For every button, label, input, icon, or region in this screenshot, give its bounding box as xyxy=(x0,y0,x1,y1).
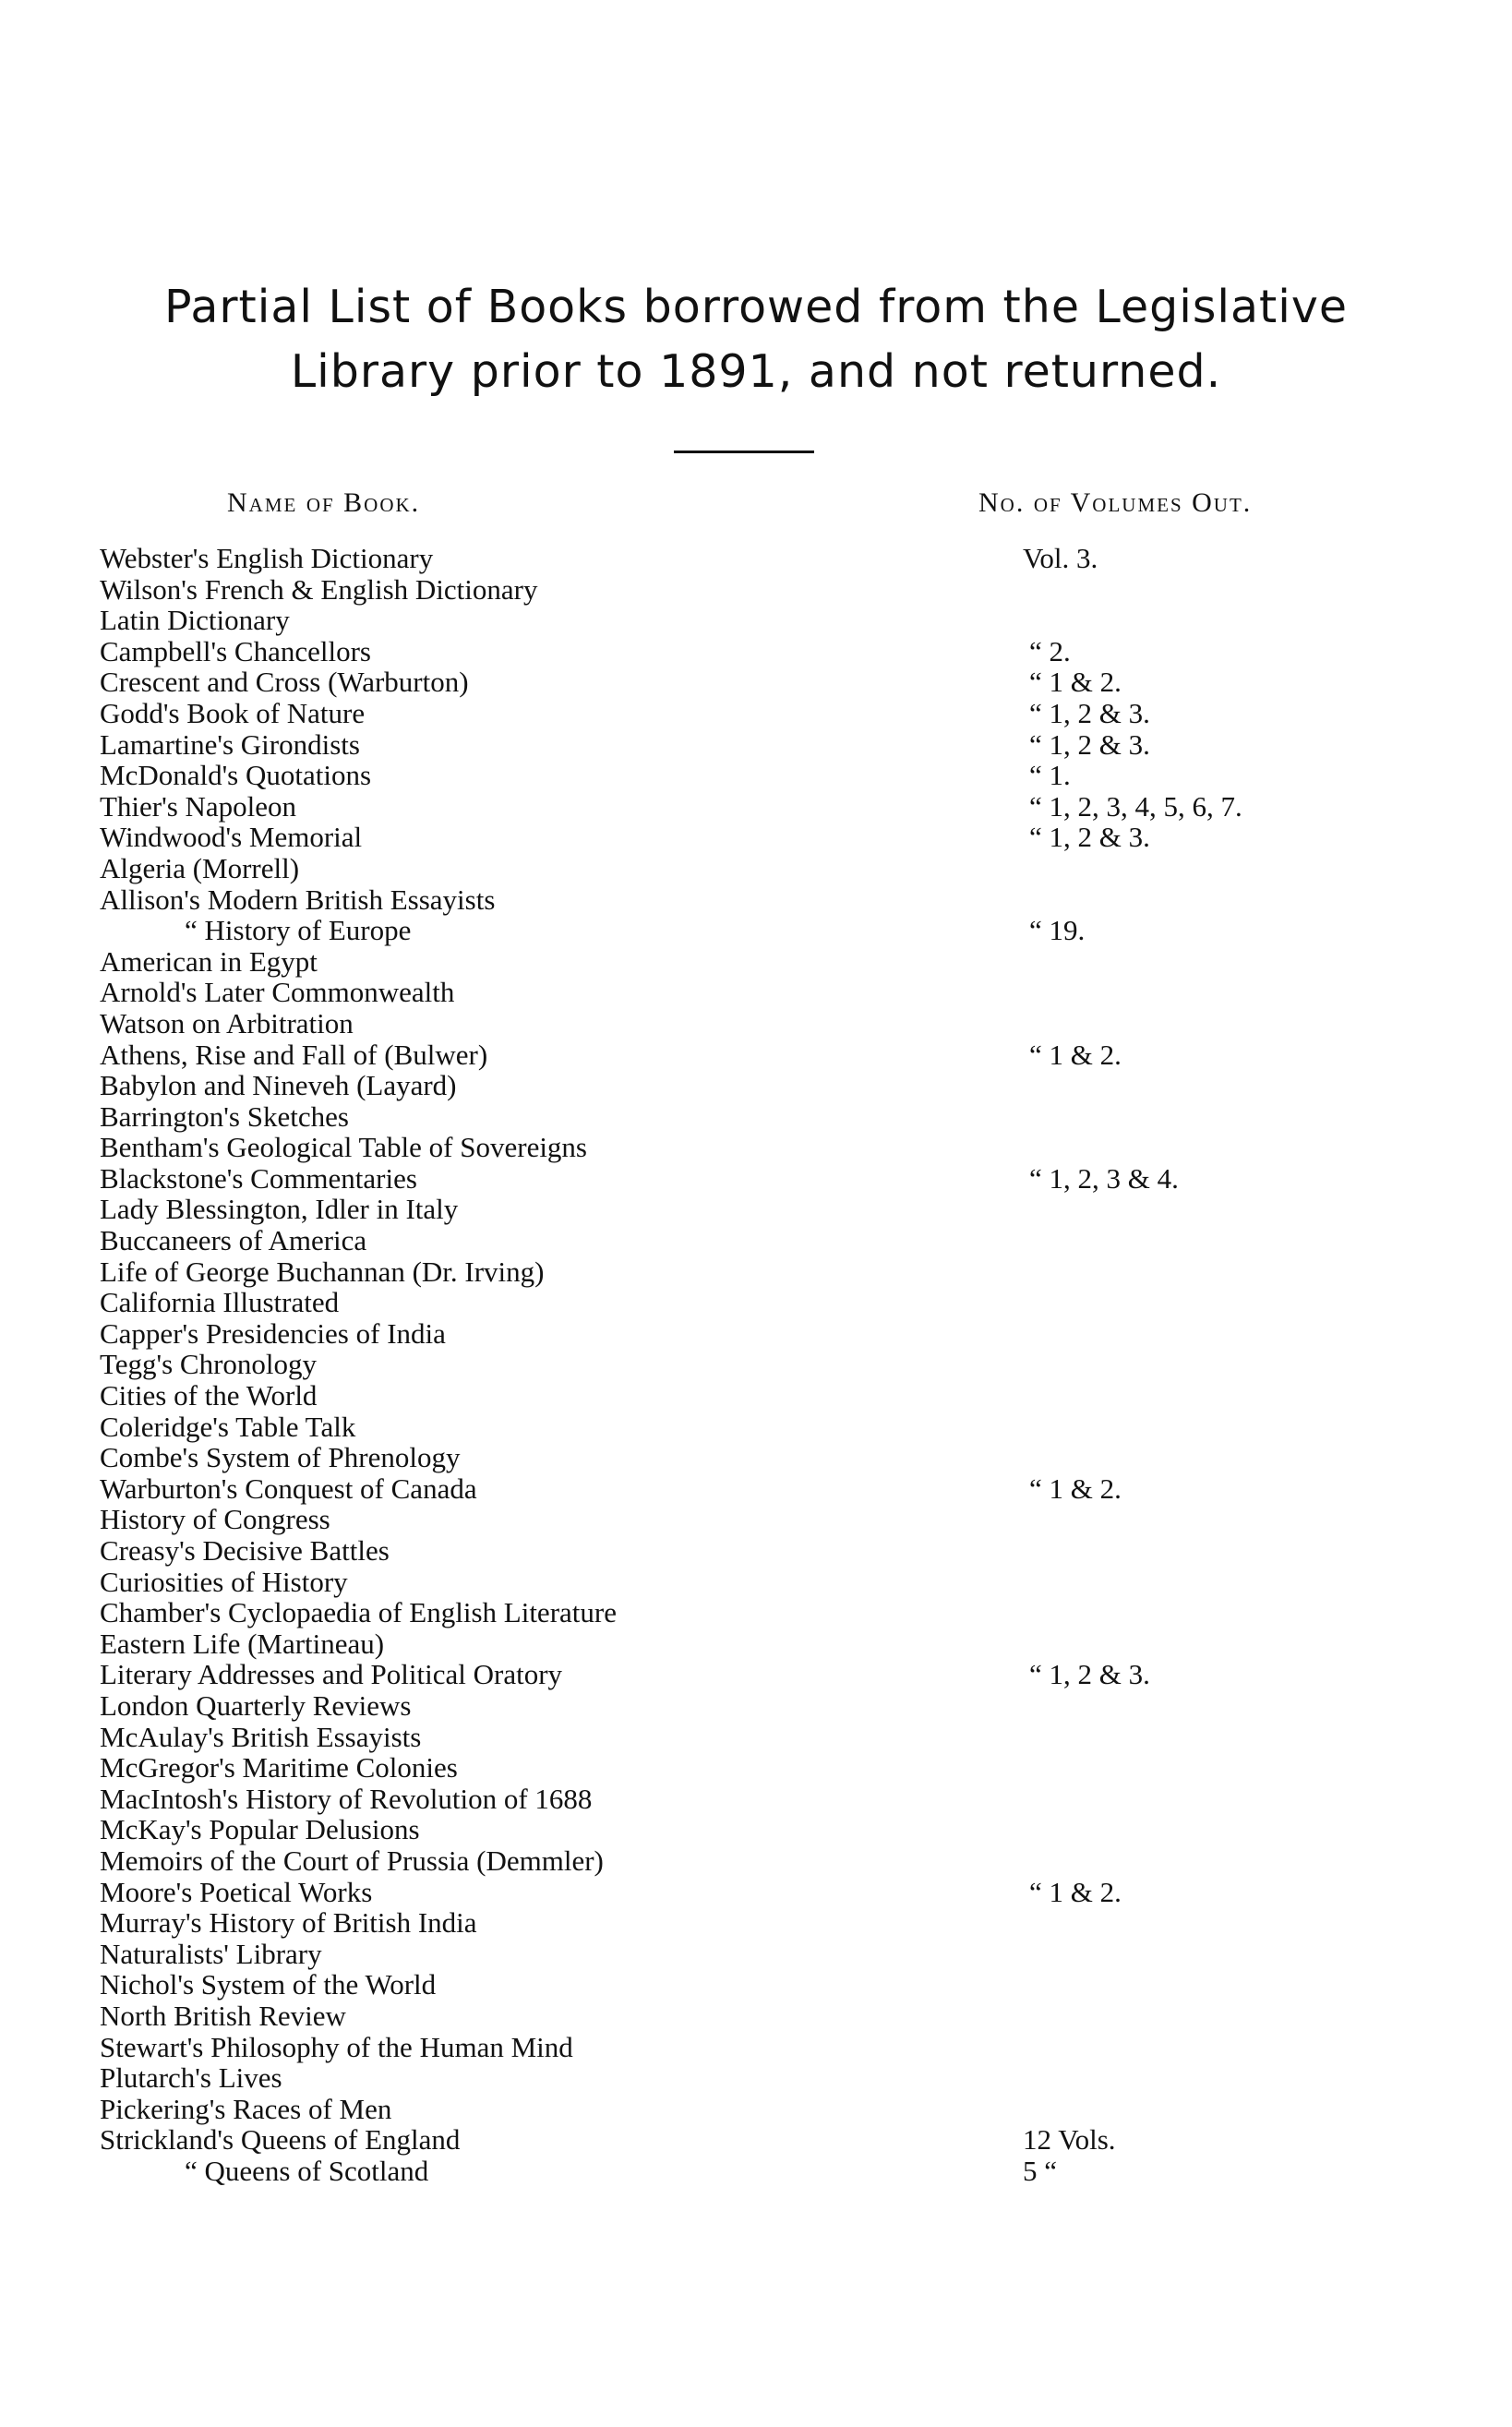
column-header-volumes: No. of Volumes Out. xyxy=(978,487,1253,518)
volumes-out: “ 1 & 2. xyxy=(1029,1875,1122,1908)
book-row xyxy=(0,853,1512,884)
book-row xyxy=(0,1287,1512,1318)
book-title: Watson on Arbitration xyxy=(100,1006,354,1039)
book-title: North British Review xyxy=(100,1999,346,2032)
book-row xyxy=(0,791,1512,823)
book-row xyxy=(0,1194,1512,1225)
book-title: Naturalists' Library xyxy=(100,1937,322,1970)
book-row xyxy=(0,543,1512,574)
book-row xyxy=(0,2124,1512,2156)
book-title: McDonald's Quotations xyxy=(100,759,372,792)
book-row xyxy=(0,698,1512,729)
book-title: Capper's Presidencies of India xyxy=(100,1316,446,1350)
book-title: History of Congress xyxy=(100,1503,330,1536)
book-row xyxy=(0,1814,1512,1845)
book-row xyxy=(0,1535,1512,1567)
book-title: American in Egypt xyxy=(100,944,318,978)
title-line-1: Partial List of Books borrowed from the Legislative xyxy=(163,281,1348,333)
book-row xyxy=(0,946,1512,978)
page-title xyxy=(0,275,1512,404)
volumes-out: “ 1. xyxy=(1029,759,1071,792)
book-title: Wilson's French & English Dictionary xyxy=(100,572,538,606)
book-title: McGregor's Maritime Colonies xyxy=(100,1751,458,1784)
book-row xyxy=(0,1628,1512,1660)
book-title: Barrington's Sketches xyxy=(100,1099,349,1133)
book-title: Pickering's Races of Men xyxy=(100,2092,392,2125)
book-row xyxy=(0,2094,1512,2125)
book-row xyxy=(0,1907,1512,1939)
book-title: Literary Addresses and Political Oratory xyxy=(100,1658,563,1691)
book-title: Strickland's Queens of England xyxy=(100,2123,461,2157)
book-title: Memoirs of the Court of Prussia (Demmler) xyxy=(100,1844,604,1877)
book-row xyxy=(0,1349,1512,1380)
book-row xyxy=(0,1845,1512,1877)
book-row xyxy=(0,729,1512,761)
book-row xyxy=(0,1567,1512,1598)
book-title: Combe's System of Phrenology xyxy=(100,1441,461,1474)
volumes-out: “ 1, 2, 3, 4, 5, 6, 7. xyxy=(1029,789,1242,823)
volumes-out: 5 “ xyxy=(1023,2154,1058,2187)
book-row xyxy=(0,1597,1512,1628)
book-title: Warburton's Conquest of Canada xyxy=(100,1472,477,1505)
volumes-out: “ 1 & 2. xyxy=(1029,666,1122,699)
book-title: Allison's Modern British Essayists xyxy=(100,883,496,916)
book-row xyxy=(0,1969,1512,2000)
volumes-out: “ 2. xyxy=(1029,634,1071,667)
book-row xyxy=(0,1163,1512,1195)
title-line-2: Library prior to 1891, and not returned. xyxy=(290,345,1222,398)
book-title: MacIntosh's History of Revolution of 1688 xyxy=(100,1782,593,1815)
book-title: McKay's Popular Delusions xyxy=(100,1813,420,1846)
book-title: Latin Dictionary xyxy=(100,604,290,637)
book-title: Campbell's Chancellors xyxy=(100,634,372,667)
book-row xyxy=(0,1784,1512,1815)
book-title: Blackstone's Commentaries xyxy=(100,1161,417,1195)
book-title: Arnold's Later Commonwealth xyxy=(100,976,455,1009)
book-row xyxy=(0,605,1512,636)
book-row xyxy=(0,2062,1512,2094)
book-title: Plutarch's Lives xyxy=(100,2061,282,2095)
book-list xyxy=(0,543,1512,2186)
book-title: Babylon and Nineveh (Layard) xyxy=(100,1069,457,1102)
book-title: Nichol's System of the World xyxy=(100,1968,437,2001)
book-title: Life of George Buchannan (Dr. Irving) xyxy=(100,1255,545,1288)
book-title: “ Queens of Scotland xyxy=(185,2154,429,2187)
book-row xyxy=(0,760,1512,791)
book-title: Athens, Rise and Fall of (Bulwer) xyxy=(100,1038,488,1071)
volumes-out: “ 1 & 2. xyxy=(1029,1472,1122,1505)
book-row xyxy=(0,915,1512,946)
book-row xyxy=(0,1473,1512,1505)
book-row xyxy=(0,1939,1512,1970)
volumes-out: 12 Vols. xyxy=(1023,2123,1116,2157)
book-title: Lady Blessington, Idler in Italy xyxy=(100,1193,459,1226)
book-row xyxy=(0,1070,1512,1101)
title-rule xyxy=(674,451,814,453)
book-title: Buccaneers of America xyxy=(100,1224,367,1257)
volumes-out: “ 19. xyxy=(1029,914,1086,947)
book-row xyxy=(0,822,1512,853)
book-title: Stewart's Philosophy of the Human Mind xyxy=(100,2030,573,2063)
book-title: Tegg's Chronology xyxy=(100,1348,318,1381)
book-title: California Illustrated xyxy=(100,1286,340,1319)
book-row xyxy=(0,1380,1512,1412)
book-row xyxy=(0,2000,1512,2032)
book-row xyxy=(0,884,1512,916)
book-row xyxy=(0,1442,1512,1473)
book-row xyxy=(0,1132,1512,1163)
book-row xyxy=(0,1008,1512,1039)
book-title: Cities of the World xyxy=(100,1379,318,1412)
book-title: Chamber's Cyclopaedia of English Literature xyxy=(100,1596,617,1629)
book-title: Creasy's Decisive Battles xyxy=(100,1534,390,1567)
book-title: McAulay's British Essayists xyxy=(100,1720,422,1753)
book-row xyxy=(0,1504,1512,1535)
volumes-out: “ 1, 2 & 3. xyxy=(1029,696,1150,729)
book-row xyxy=(0,667,1512,698)
book-row xyxy=(0,574,1512,606)
book-row xyxy=(0,1039,1512,1071)
volumes-out: “ 1, 2 & 3. xyxy=(1029,821,1150,854)
book-row xyxy=(0,1256,1512,1288)
book-row xyxy=(0,636,1512,667)
book-row xyxy=(0,1752,1512,1784)
book-title: Godd's Book of Nature xyxy=(100,696,366,729)
book-row xyxy=(0,1318,1512,1350)
book-row xyxy=(0,977,1512,1008)
volumes-out: “ 1, 2, 3 & 4. xyxy=(1029,1161,1179,1195)
book-title: Coleridge's Table Talk xyxy=(100,1410,356,1443)
book-title: Lamartine's Girondists xyxy=(100,727,360,761)
book-title: London Quarterly Reviews xyxy=(100,1688,412,1722)
book-title: Eastern Life (Martineau) xyxy=(100,1627,385,1660)
book-title: Bentham's Geological Table of Sovereigns xyxy=(100,1131,587,1164)
book-row xyxy=(0,1659,1512,1690)
column-header-name: Name of Book. xyxy=(227,487,421,518)
book-row xyxy=(0,2032,1512,2063)
book-title: Windwood's Memorial xyxy=(100,821,363,854)
book-row xyxy=(0,1690,1512,1722)
book-title: Moore's Poetical Works xyxy=(100,1875,373,1908)
book-title: Curiosities of History xyxy=(100,1565,348,1598)
book-title: Thier's Napoleon xyxy=(100,789,297,823)
volumes-out: “ 1 & 2. xyxy=(1029,1038,1122,1071)
volumes-out: “ 1, 2 & 3. xyxy=(1029,727,1150,761)
book-title: Algeria (Morrell) xyxy=(100,851,300,884)
book-row xyxy=(0,1722,1512,1753)
book-row xyxy=(0,2156,1512,2187)
book-row xyxy=(0,1101,1512,1133)
book-title: Webster's English Dictionary xyxy=(100,542,434,574)
book-title: Crescent and Cross (Warburton) xyxy=(100,666,469,699)
book-row xyxy=(0,1877,1512,1908)
book-title: Murray's History of British India xyxy=(100,1906,477,1940)
book-row xyxy=(0,1412,1512,1443)
volumes-out: “ 1, 2 & 3. xyxy=(1029,1658,1150,1691)
book-row xyxy=(0,1225,1512,1256)
volumes-out: Vol. 3. xyxy=(1023,542,1098,574)
book-title: “ History of Europe xyxy=(185,914,412,947)
